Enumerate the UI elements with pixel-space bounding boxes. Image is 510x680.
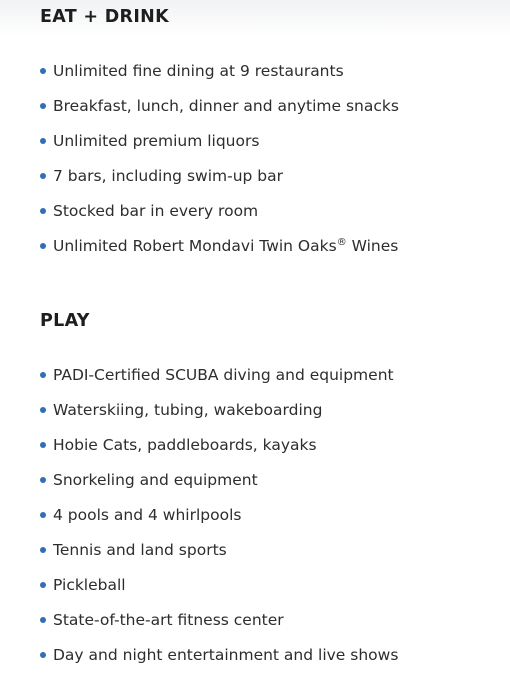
list-item (40, 435, 500, 470)
list-item-label: Unlimited premium liquors (53, 132, 260, 150)
eat-drink-list (40, 61, 500, 271)
list-item (40, 540, 500, 575)
list-item-label: Pickleball (53, 576, 126, 594)
list-item (40, 470, 500, 505)
list-item (40, 505, 500, 540)
list-item (40, 575, 500, 610)
registered-mark: ® (336, 237, 347, 248)
list-item (40, 61, 500, 96)
bullet-icon (40, 512, 46, 518)
bullet-icon (40, 243, 46, 249)
bullet-icon (40, 372, 46, 378)
list-item (40, 400, 500, 435)
list-item (40, 96, 500, 131)
list-item (40, 166, 500, 201)
bullet-icon (40, 68, 46, 74)
list-item-label: Waterskiing, tubing, wakeboarding (53, 401, 323, 419)
list-item-label: Unlimited fine dining at 9 restaurants (53, 62, 344, 80)
list-item-label (53, 236, 398, 256)
bullet-icon (40, 208, 46, 214)
list-item-label: Day and night entertainment and live shows (53, 646, 399, 664)
list-item (40, 236, 500, 271)
list-item (40, 645, 500, 680)
bullet-icon (40, 547, 46, 553)
wine-label: Unlimited Robert Mondavi Twin Oaks (53, 237, 337, 255)
eat-drink-section (40, 6, 500, 271)
bullet-icon (40, 407, 46, 413)
list-item-label: Snorkeling and equipment (53, 471, 258, 489)
list-item-label: 4 pools and 4 whirlpools (53, 506, 242, 524)
list-item (40, 365, 500, 400)
bullet-icon (40, 652, 46, 658)
list-item (40, 201, 500, 236)
eat-drink-heading: EAT + DRINK (40, 7, 169, 27)
play-heading: PLAY (40, 311, 90, 331)
list-item-label: Hobie Cats, paddleboards, kayaks (53, 436, 317, 454)
list-item-label: PADI-Certified SCUBA diving and equipment (53, 366, 394, 384)
list-item-label: Stocked bar in every room (53, 202, 259, 220)
list-item (40, 610, 500, 645)
bullet-icon (40, 617, 46, 623)
list-item-label: Breakfast, lunch, dinner and anytime snacks (53, 97, 399, 115)
bullet-icon (40, 138, 46, 144)
play-section (40, 310, 500, 680)
list-item (40, 131, 500, 166)
bullet-icon (40, 103, 46, 109)
bullet-icon (40, 582, 46, 588)
bullet-icon (40, 173, 46, 179)
bullet-icon (40, 442, 46, 448)
list-item-label: Tennis and land sports (53, 541, 227, 559)
bullet-icon (40, 477, 46, 483)
play-list (40, 365, 500, 680)
list-item-label: 7 bars, including swim-up bar (53, 167, 283, 185)
list-item-label: State-of-the-art fitness center (53, 611, 284, 629)
wine-suffix: Wines (346, 237, 399, 255)
